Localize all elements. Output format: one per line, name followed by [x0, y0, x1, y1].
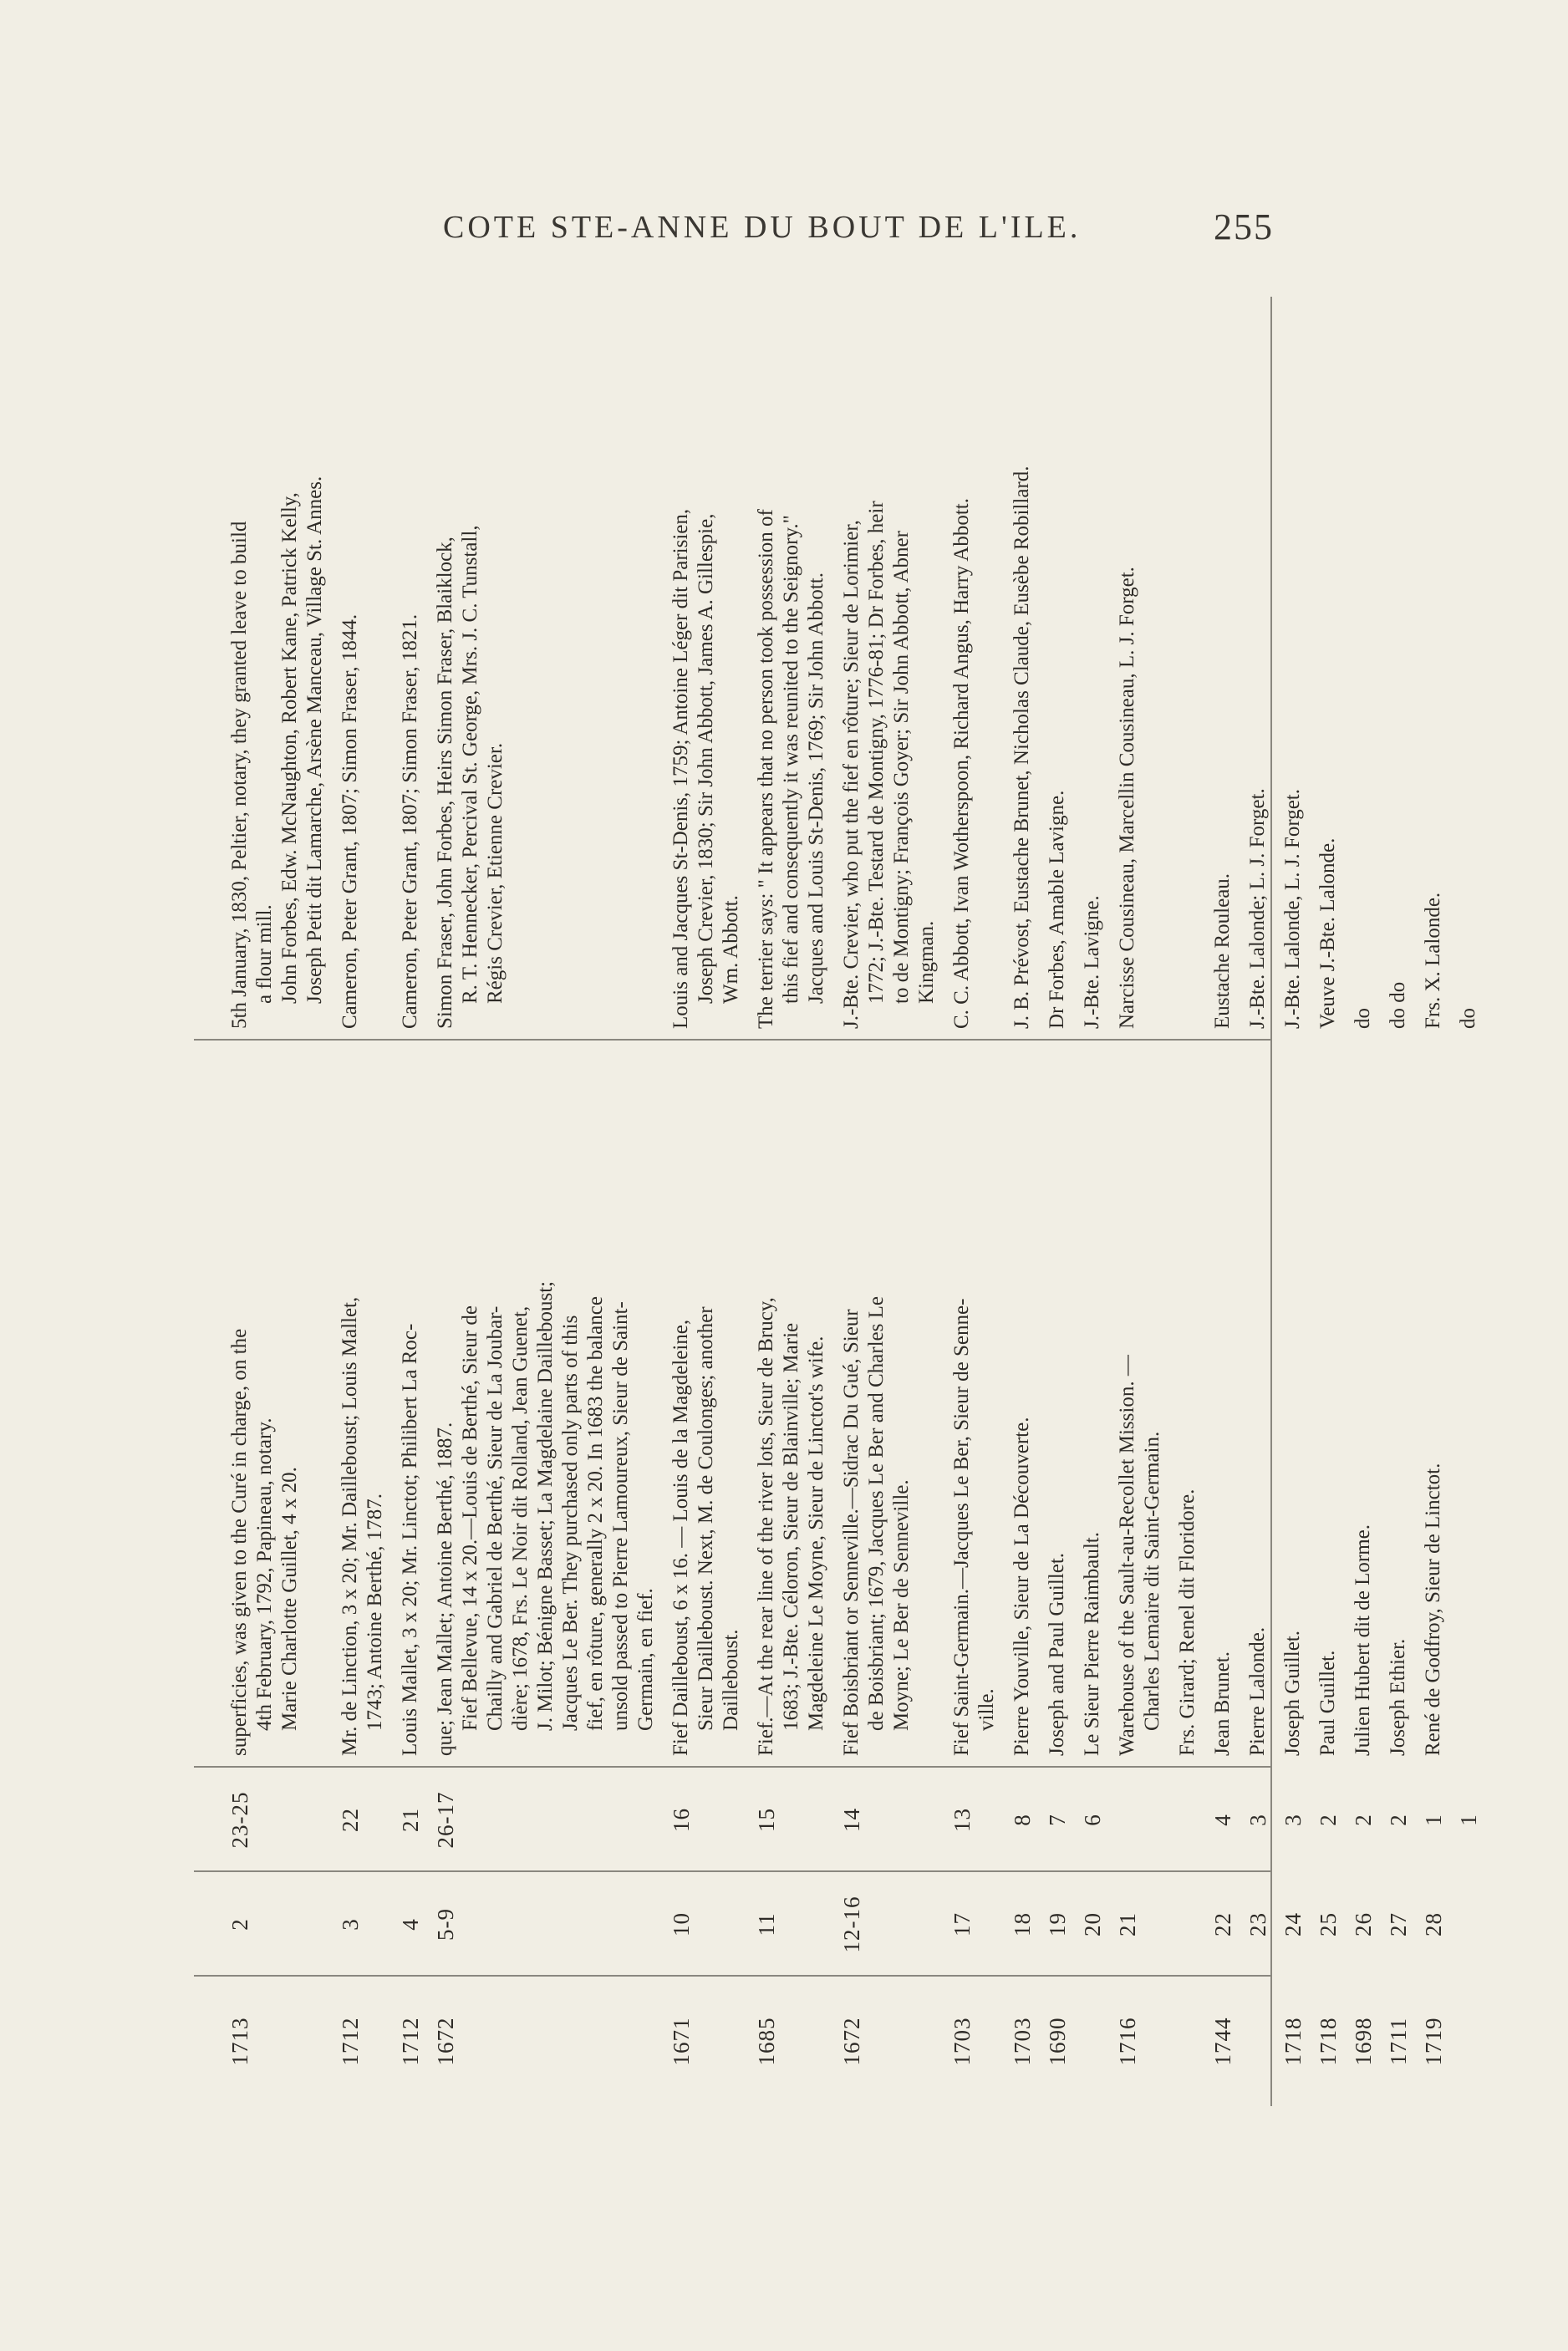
value-cell: 1	[1456, 1814, 1481, 1826]
year-cell: 1703	[949, 2017, 975, 2066]
value-cell: 2	[1351, 1814, 1376, 1826]
value-cell: 14	[839, 1808, 864, 1832]
rotated-table	[194, 297, 1481, 2106]
description-line: Pierre Lalonde.	[1246, 1626, 1269, 1756]
number-cell: 25	[1316, 1912, 1341, 1936]
owners-line: Kingman.	[915, 920, 938, 1004]
description-line: ville.	[975, 1688, 998, 1731]
description-line: unsold passed to Pierre Lamoureux, Sieur de Saint-	[609, 1301, 632, 1731]
description-line	[1456, 1041, 1481, 1768]
table-columns	[194, 297, 1481, 2106]
description-line: Magdeleine Le Moyne, Sieur de Linctot's wife.	[805, 1336, 827, 1731]
description-line: Fief Saint-Germain.—Jacques Le Ber, Sieur de Senne-	[950, 1298, 973, 1756]
number-cell	[1175, 1872, 1200, 1977]
description-line: Marie Charlotte Guillet, 4 x 20.	[278, 1467, 301, 1731]
description-line: Jean Brunet.	[1211, 1651, 1234, 1756]
owners-column	[194, 297, 1479, 1041]
description-line: superficies, was given to the Curé in charge, on the	[228, 1328, 251, 1756]
number-cell: 18	[1010, 1912, 1035, 1936]
owners-line: Joseph Crevier, 1830; Sir John Abbott, James A. Gillespie,	[695, 513, 717, 1004]
description-line: que; Jean Mallet; Antoine Berthé, 1887.	[434, 1422, 456, 1756]
year-cell	[1080, 1977, 1105, 2106]
owners-line: John Forbes, Edw. McNaughton, Robert Kane, Patrick Kelly,	[278, 492, 301, 1004]
owners-line: J.-Bte. Lalonde; L. J. Forget.	[1246, 788, 1269, 1029]
value-cell: 2	[1386, 1814, 1411, 1826]
description-line: de Boisbriant; 1679, Jacques Le Ber and Charles Le	[865, 1296, 888, 1731]
number-cell: 10	[669, 1912, 694, 1936]
owners-line: C. C. Abbott, Ivan Wotherspoon, Richard Angus, Harry Abbott.	[950, 498, 973, 1029]
owners-line: Cameron, Peter Grant, 1807; Simon Fraser, 1844.	[339, 613, 361, 1029]
owners-line: do	[1352, 1008, 1374, 1029]
number-cell: 27	[1386, 1912, 1411, 1936]
value-cell: 6	[1080, 1814, 1105, 1826]
number-column	[194, 1872, 1446, 1977]
number-cell: 26	[1351, 1912, 1376, 1936]
year-cell	[1245, 1977, 1270, 2106]
year-cell: 1713	[227, 2017, 252, 2066]
owners-line: J.-Bte. Crevier, who put the fief en rôture; Sieur de Lorimier,	[840, 520, 863, 1029]
year-cell: 1698	[1351, 2017, 1376, 2066]
column-rule	[194, 1039, 1270, 1041]
owners-line: Wm. Abbott.	[720, 895, 742, 1004]
owners-line: to de Montigny; François Goyer; Sir John Abbott, Abner	[890, 531, 913, 1004]
description-line: Joseph Ethier.	[1387, 1638, 1409, 1756]
year-cell: 1712	[338, 2017, 363, 2066]
number-cell: 20	[1080, 1912, 1105, 1936]
number-cell: 19	[1045, 1912, 1070, 1936]
description-line: Jacques Le Ber. They purchased only parts of this	[559, 1315, 582, 1731]
owners-line: Veuve J.-Bte. Lalonde.	[1316, 837, 1339, 1029]
value-cell: 13	[949, 1808, 975, 1832]
column-rule	[194, 1766, 1270, 1768]
owners-line: 1772; J.-Bte. Testard de Montigny, 1776-81; Dr Forbes, heir	[865, 501, 888, 1004]
year-cell: 1718	[1280, 2017, 1306, 2066]
description-line: Dailleboust.	[720, 1629, 742, 1731]
number-cell: 22	[1210, 1912, 1235, 1936]
description-line: Chailly and Gabriel de Berthé, Sieur de La Joubar-	[484, 1305, 507, 1731]
description-line: Warehouse of the Sault-au-Recollet Mission. —	[1116, 1355, 1138, 1756]
owners-line: do	[1457, 1008, 1479, 1029]
description-line: 1743; Antoine Berthé, 1787.	[364, 1494, 386, 1731]
owners-line: this fief and consequently it was reunited to the Seignory."	[780, 515, 802, 1004]
column-rule	[194, 1975, 1270, 1977]
description-line: Charles Lemaire dit Saint-Germain.	[1141, 1431, 1163, 1731]
page-number: 255	[1214, 206, 1274, 247]
value-cell: 7	[1045, 1814, 1070, 1826]
column-rule	[1270, 297, 1272, 2106]
owners-line: Joseph Petit dit Lamarche, Arsène Manceau, Village St. Annes.	[303, 476, 326, 1004]
description-line: 4th February, 1792, Papineau, notary.	[253, 1417, 276, 1731]
value-cell: 21	[398, 1808, 423, 1832]
description-line: J. Milot; Bénigne Basset; La Magdelaine Dailleboust;	[534, 1280, 557, 1731]
owners-line: Narcisse Cousineau, Marcellin Cousineau, L. J. Forget.	[1116, 567, 1138, 1029]
value-cell: 23-25	[227, 1791, 252, 1849]
value-cell	[1175, 1768, 1200, 1872]
year-cell: 1719	[1421, 2017, 1446, 2066]
year-cell: 1672	[433, 2017, 458, 2066]
owners-line: 5th January, 1830, Peltier, notary, they granted leave to build	[228, 521, 251, 1029]
year-cell	[1456, 1977, 1481, 2106]
description-line: Le Sieur Pierre Raimbault.	[1081, 1532, 1103, 1756]
owners-line: Simon Fraser, John Forbes, Heirs Simon Fraser, Blaiklock,	[434, 537, 456, 1029]
year-cell: 1716	[1115, 2017, 1140, 2066]
owners-line: Frs. X. Lalonde.	[1422, 892, 1444, 1029]
owners-line: Jacques and Louis St-Denis, 1769; Sir John Abbott.	[805, 572, 827, 1004]
value-column	[194, 1768, 1481, 1872]
value-cell: 4	[1210, 1814, 1235, 1826]
description-line: Paul Guillet.	[1316, 1650, 1339, 1756]
description-line: Fief Boisbriant or Senneville.—Sidrac Du Gué, Sieur	[840, 1309, 863, 1756]
owners-line: Eustache Rouleau.	[1211, 873, 1234, 1029]
owners-line: do do	[1387, 981, 1409, 1029]
number-cell: 3	[338, 1918, 363, 1931]
description-line: fief, en rôture, generally 2 x 20. In 1683 the balance	[584, 1296, 607, 1731]
description-line: Julien Hubert dit de Lorme.	[1352, 1524, 1374, 1756]
owners-line: The terrier says: " It appears that no person took possession of	[755, 509, 777, 1029]
owners-line	[1175, 297, 1200, 1041]
description-column	[194, 1041, 1444, 1768]
value-cell: 15	[754, 1808, 779, 1832]
year-cell: 1712	[398, 2017, 423, 2066]
number-cell: 28	[1421, 1912, 1446, 1936]
value-cell: 2	[1316, 1814, 1341, 1826]
year-cell: 1703	[1010, 2017, 1035, 2066]
value-cell: 26-17	[433, 1791, 458, 1849]
owners-line: J.-Bte. Lavigne.	[1081, 895, 1103, 1029]
value-cell: 3	[1245, 1814, 1270, 1826]
description-line: Frs. Girard; Renel dit Floridore.	[1176, 1488, 1199, 1756]
description-line: Louis Mallet, 3 x 20; Mr. Linctot; Philibert La Roc-	[399, 1323, 421, 1756]
number-cell: 12-16	[839, 1896, 864, 1953]
description-line: Fief Dailleboust, 6 x 16. — Louis de la Magdeleine,	[669, 1319, 692, 1756]
description-line: René de Godfroy, Sieur de Linctot.	[1422, 1463, 1444, 1756]
description-line: Germain, en fief.	[634, 1588, 657, 1731]
year-cell: 1671	[669, 2017, 694, 2066]
description-line: Moyne; Le Ber de Senneville.	[890, 1479, 913, 1731]
year-cell: 1672	[839, 2017, 864, 2066]
description-line: Fief.—At the rear line of the river lots, Sieur de Brucy,	[755, 1297, 777, 1756]
number-cell: 17	[949, 1912, 975, 1936]
owners-line: R. T. Hennecker, Percival St. George, Mrs. J. C. Tunstall,	[459, 525, 481, 1004]
number-cell: 5-9	[433, 1908, 458, 1941]
owners-line: Louis and Jacques St-Denis, 1759; Antoine Léger dit Parisien,	[669, 508, 692, 1029]
running-title: COTE STE-ANNE DU BOUT DE L'ILE.	[443, 210, 1082, 245]
value-cell: 1	[1421, 1814, 1446, 1826]
description-line: dière; 1678, Frs. Le Noir dit Rolland, Jean Guenet,	[509, 1305, 532, 1731]
page-header	[0, 206, 1568, 259]
owners-line: Cameron, Peter Grant, 1807; Simon Fraser, 1821.	[399, 613, 421, 1029]
owners-line: Dr Forbes, Amable Lavigne.	[1046, 790, 1068, 1029]
description-line: 1683; J.-Bte. Céloron, Sieur de Blainville; Marie	[780, 1322, 802, 1731]
description-line: Joseph Guillet.	[1281, 1631, 1304, 1756]
number-cell: 24	[1280, 1912, 1306, 1936]
year-cell: 1744	[1210, 2017, 1235, 2066]
owners-line: J. B. Prévost, Eustache Brunet, Nicholas Claude, Eusèbe Robillard.	[1011, 466, 1033, 1029]
number-cell: 2	[227, 1918, 252, 1931]
value-cell: 3	[1280, 1814, 1306, 1826]
number-cell: 23	[1245, 1912, 1270, 1936]
value-cell: 8	[1010, 1814, 1035, 1826]
year-column	[194, 1977, 1446, 2106]
year-cell	[1175, 1977, 1200, 2106]
description-line: Pierre Youville, Sieur de La Découverte.	[1011, 1417, 1033, 1756]
column-rule	[194, 1870, 1270, 1872]
value-cell	[1115, 1768, 1140, 1872]
number-cell: 21	[1115, 1912, 1140, 1936]
description-line: Joseph and Paul Guillet.	[1046, 1552, 1068, 1756]
number-cell: 4	[398, 1918, 423, 1931]
number-cell: 11	[754, 1912, 779, 1936]
value-cell: 16	[669, 1808, 694, 1832]
year-cell: 1690	[1045, 2017, 1070, 2066]
description-line: Mr. de Linction, 3 x 20; Mr. Dailleboust; Louis Mallet,	[339, 1296, 361, 1756]
owners-line: a flour mill.	[253, 904, 276, 1004]
year-cell: 1711	[1386, 2018, 1411, 2065]
year-cell: 1718	[1316, 2017, 1341, 2066]
description-line: Fief Bellevue, 14 x 20.—Louis de Berthé, Sieur de	[459, 1305, 481, 1731]
number-cell	[1456, 1872, 1481, 1977]
owners-line: Régis Crevier, Etienne Crevier.	[484, 742, 507, 1004]
description-line: Sieur Dailleboust. Next, M. de Coulonges; another	[695, 1306, 717, 1731]
owners-line: J.-Bte. Lalonde, L. J. Forget.	[1281, 789, 1304, 1029]
value-cell: 22	[338, 1808, 363, 1832]
year-cell: 1685	[754, 2017, 779, 2066]
